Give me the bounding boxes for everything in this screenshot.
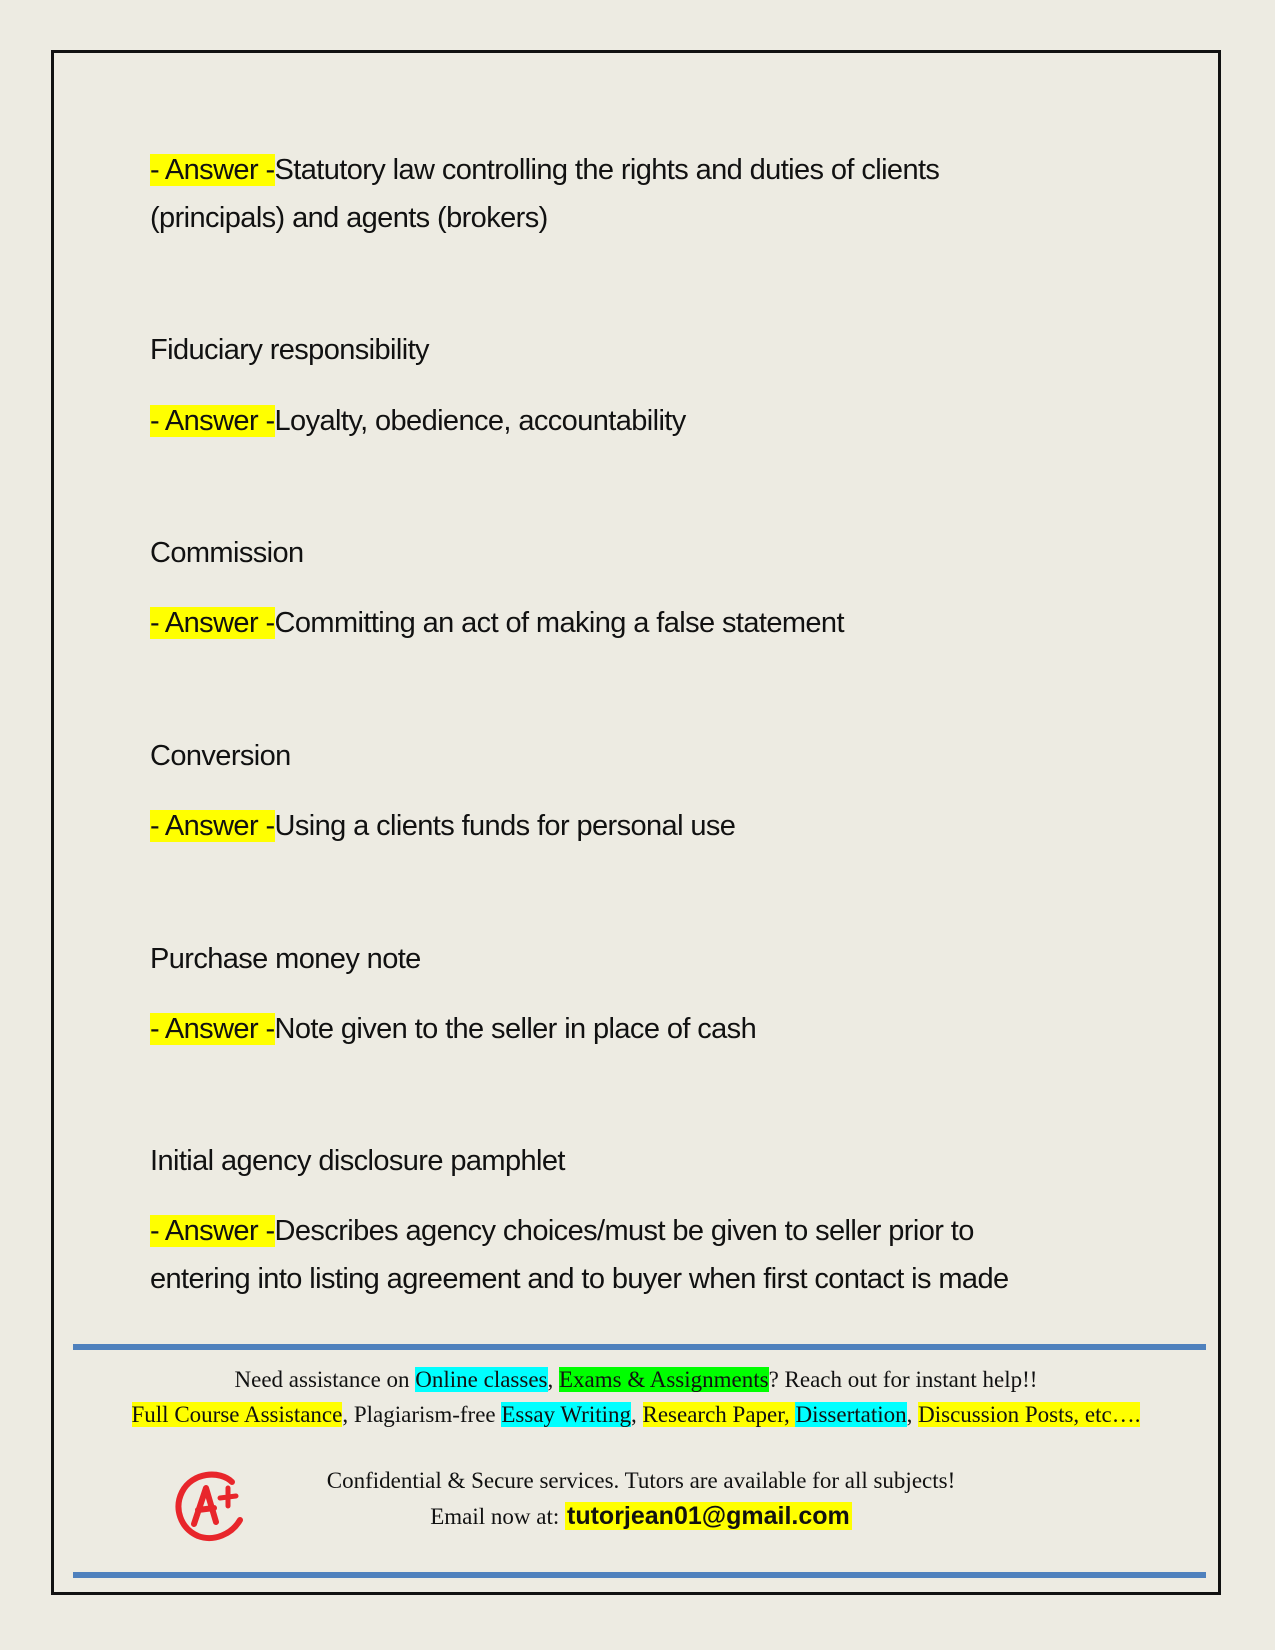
highlight-exams: Exams & Assignments [559, 1367, 769, 1392]
footer-text: , [547, 1367, 559, 1392]
a-plus-grade-logo [170, 1466, 250, 1546]
answer-block [150, 146, 939, 242]
answer-prefix: - Answer - [150, 810, 275, 842]
divider-top [73, 1344, 1206, 1350]
footer-text: , [631, 1402, 643, 1427]
answer-block [150, 397, 686, 445]
divider-bottom [73, 1572, 1206, 1578]
email-label: Email now at: [430, 1504, 565, 1529]
answer-text-continued: (principals) and agents (brokers) [150, 202, 548, 234]
answer-prefix: - Answer - [150, 1215, 275, 1247]
footer-line-2 [51, 1402, 1221, 1428]
answer-prefix: - Answer - [150, 154, 275, 186]
answer-block [150, 599, 844, 647]
term: Conversion [150, 740, 291, 772]
footer-line-3: Confidential & Secure services. Tutors are available for all subjects! [326, 1468, 956, 1493]
term: Purchase money note [150, 943, 421, 975]
term: Fiduciary responsibility [150, 334, 429, 366]
footer-line-1 [51, 1367, 1221, 1393]
answer-text: Statutory law controlling the rights and duties of clients [274, 154, 940, 186]
highlight-research-paper: Research Paper, [642, 1402, 796, 1427]
answer-prefix: - Answer - [150, 405, 275, 437]
answer-block [150, 802, 735, 850]
answer-text: Note given to the seller in place of cash [274, 1013, 757, 1045]
email-address[interactable]: tutorjean01@gmail.com [567, 1502, 850, 1530]
answer-prefix: - Answer - [150, 1013, 275, 1045]
answer-prefix: - Answer - [150, 607, 275, 639]
highlight-online-classes: Online classes [415, 1367, 548, 1392]
term: Initial agency disclosure pamphlet [150, 1145, 565, 1177]
highlight-essay-writing: Essay Writing [501, 1402, 631, 1427]
term: Commission [150, 537, 304, 569]
footer-text: , [906, 1402, 919, 1427]
footer-text: Need assistance on [234, 1367, 416, 1392]
answer-text: Loyalty, obedience, accountability [274, 405, 686, 437]
highlight-full-course: Full Course Assistance [131, 1402, 343, 1427]
answer-block [150, 1207, 1009, 1303]
highlight-discussion-posts: Discussion Posts, etc…. [918, 1402, 1141, 1427]
answer-text-continued: entering into listing agreement and to buyer when first contact is made [150, 1263, 1009, 1295]
footer-email-line [296, 1502, 986, 1531]
footer-text: , Plagiarism-free [342, 1402, 502, 1427]
answer-text: Using a clients funds for personal use [274, 810, 736, 842]
answer-text: Committing an act of making a false statement [274, 607, 844, 639]
answer-block [150, 1005, 756, 1053]
footer-text: ? Reach out for instant help!! [768, 1367, 1038, 1392]
answer-text: Describes agency choices/must be given to seller prior to [274, 1215, 974, 1247]
highlight-dissertation: Dissertation [795, 1402, 907, 1427]
